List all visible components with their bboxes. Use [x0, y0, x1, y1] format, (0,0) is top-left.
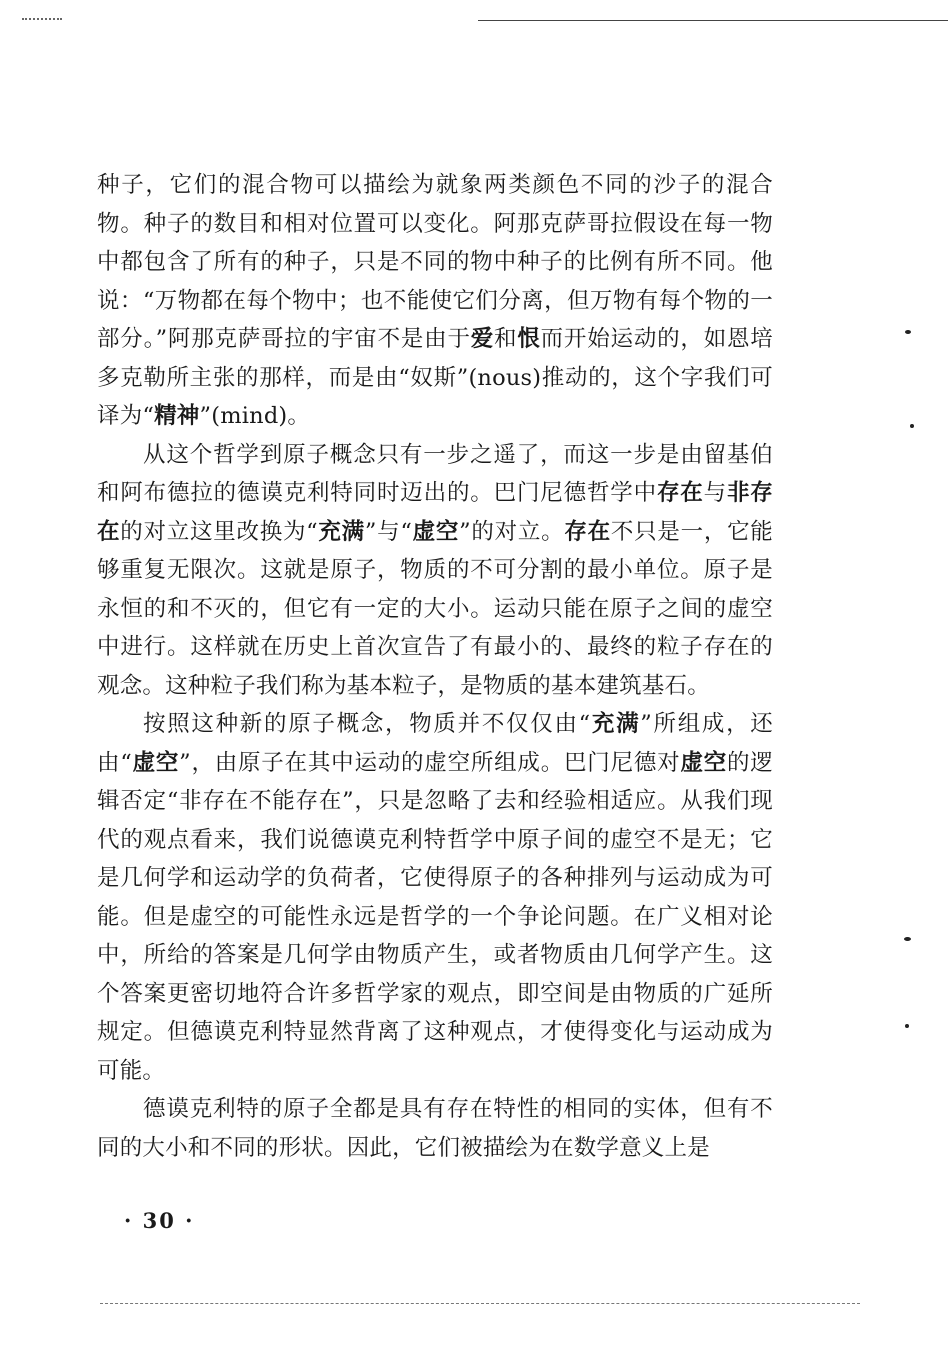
emphasized-term: 存在	[656, 480, 704, 506]
emphasized-term: 精神	[154, 403, 200, 429]
scan-bottom-edge	[100, 1303, 860, 1304]
text-run: 从这个哲学到原子概念只有一步之遥了，而这一步是由留基伯和阿布德拉的德谟克利特同时迈出的。巴门尼德哲学中	[97, 441, 773, 506]
paragraph	[97, 705, 773, 1090]
text-run: 和	[494, 326, 518, 352]
emphasized-term: 虚空	[680, 749, 728, 776]
emphasized-term: 充满	[590, 711, 641, 737]
text-run: ”的对立。	[459, 518, 565, 545]
text-run: 种子，它们的混合物可以描绘为就象两类颜色不同的沙子的混合物。种子的数目和相对位置可以变化。阿那克萨哥拉假设在每一物中都包含了所有的种子，只是不同的物中种子的比例有所不同。他说：“万物都在每个物中；也不能使它们分离，但万物有每个物的一部分。”阿那克萨哥拉的宇宙不是由于	[97, 172, 773, 352]
scan-speck	[904, 937, 911, 941]
scan-speck	[905, 1024, 909, 1028]
emphasized-term: 虚空	[132, 749, 180, 776]
body-text	[97, 166, 773, 1167]
text-run: ”所组成，还由“	[97, 711, 773, 776]
emphasized-term: 非存在	[97, 480, 774, 545]
emphasized-term: 虚空	[412, 518, 460, 545]
text-run: 与	[703, 480, 727, 506]
text-run: ”与“	[364, 518, 413, 545]
text-run: ”，由原子在其中运动的虚空所组成。巴门尼德对	[179, 749, 681, 776]
text-run: 按照这种新的原子概念，物质并不仅仅由“	[143, 711, 591, 737]
header-rule	[478, 20, 948, 21]
paragraph	[97, 436, 773, 706]
paragraph	[97, 166, 773, 436]
text-run: 的对立这里改换为“	[120, 518, 318, 545]
emphasized-term: 充满	[317, 518, 365, 545]
emphasized-term: 爱	[470, 326, 495, 352]
scan-speck	[910, 424, 914, 428]
text-run: 不只是一，它能够重复无限次。这就是原子，物质的不可分割的最小单位。原子是永恒的和不灭的，但它有一定的大小。运动只能在原子之间的虚空中进行。这样就在历史上首次宣告了有最小的、最终的粒子存在的观念。这种粒子我们称为基本粒子，是物质的基本建筑基石。	[97, 518, 774, 699]
text-run: 而开始运动的，如恩培多克勒所主张的那样，而是由“奴斯”(nous)推动的，这个字我们可译为“	[97, 326, 773, 429]
text-run: ”(mind)。	[199, 403, 311, 429]
text-run: 的逻辑否定“非存在不能存在”，只是忽略了去和经验相适应。从我们现代的观点看来，我们说德谟克利特哲学中原子间的虚空不是无；它是几何学和运动学的负荷者，它使得原子的各种排列与运动成为可能。但是虚空的可能性永远是哲学的一个争论问题。在广义相对论中，所给的答案是几何学由物质产生，或者物质由几何学产生。这个答案更密切地符合许多哲学家的观点，即空间是由物质的广延所规定。但德谟克利特显然背离了这种观点，才使得变化与运动成为可能。	[97, 749, 774, 1084]
scan-speck	[905, 330, 911, 334]
emphasized-term: 恨	[517, 326, 541, 352]
emphasized-term: 存在	[564, 518, 611, 545]
text-run: 德谟克利特的原子全都是具有存在特性的相同的实体，但有不同的大小和不同的形状。因此，它们被描绘为在数学意义上是	[97, 1096, 773, 1161]
scan-corner-mark	[22, 18, 62, 20]
paragraph	[97, 1090, 773, 1167]
page-number: · 30 ·	[124, 1208, 195, 1233]
